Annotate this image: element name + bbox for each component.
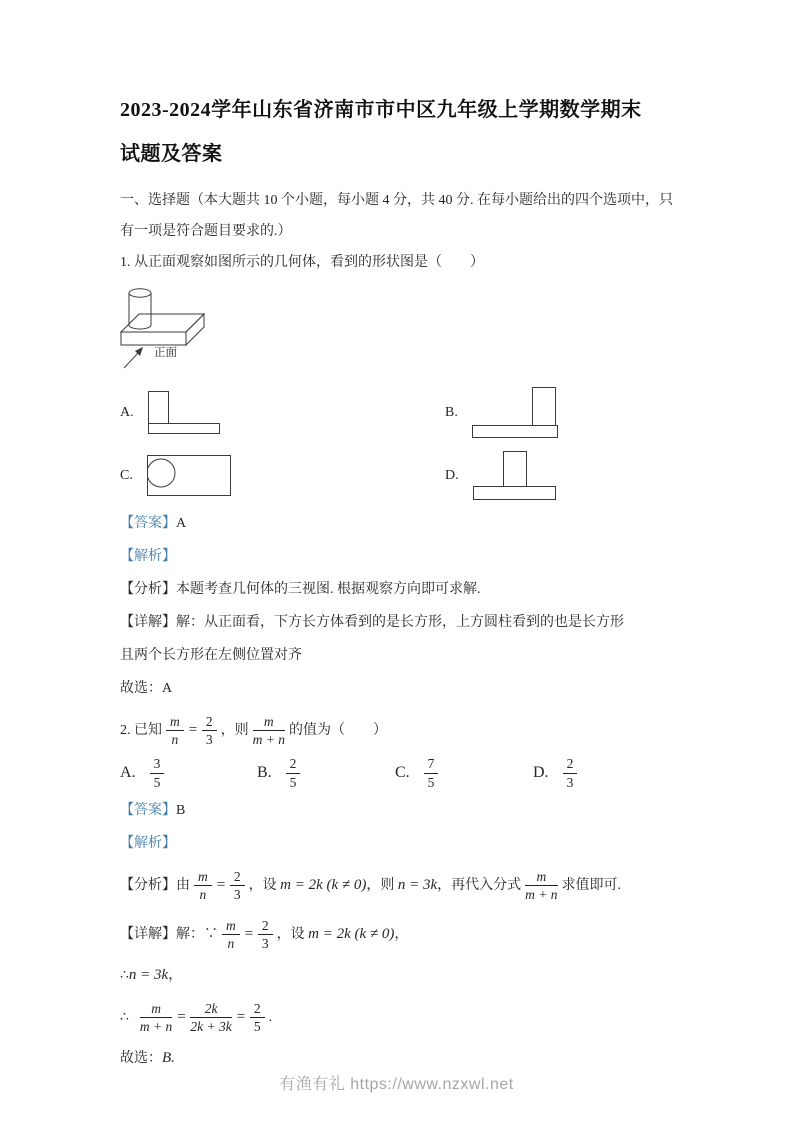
q2-options-row — [120, 756, 675, 790]
q1-jiexi-line — [120, 542, 675, 572]
q2-analysis-suffix: 求值即可. — [561, 878, 622, 894]
q1-answer-value: A — [176, 516, 187, 531]
q2-option-c-fraction: $\frac{7}{5}$ — [424, 756, 439, 790]
q1-answer-line — [120, 509, 675, 539]
q1-option-b — [445, 387, 675, 439]
section-heading — [120, 185, 675, 247]
q1-option-b-shape — [472, 387, 559, 439]
q2-detail-set: ，设 — [276, 927, 309, 943]
q1-solid-figure — [116, 282, 675, 381]
q2-option-a — [120, 756, 257, 790]
n-equals-3k-expression: n = 3k — [397, 877, 438, 894]
cylinder-base-arc — [129, 325, 151, 329]
fraction-m-n: $\frac{m}{n}$ — [166, 714, 184, 748]
section-line-2: 有一项是符合题目要求的.） — [120, 224, 292, 239]
jiexi-label: 【解析】 — [120, 836, 176, 852]
q2-stem-prefix: 2. 已知 — [120, 723, 162, 738]
q1-option-d-shape — [473, 451, 557, 501]
fraction-m-over-m-plus-n: $\frac{m}{m + n}$ — [525, 868, 558, 903]
q1-option-c-shape — [147, 455, 232, 497]
therefore-symbol: ∴ — [120, 968, 129, 984]
q2-choose-prefix: 故选： — [120, 1051, 162, 1067]
therefore-symbol: ∴ — [120, 1010, 129, 1026]
q2-answer-value: B — [176, 803, 186, 819]
q2-answer-line — [120, 796, 675, 826]
q1-option-a — [120, 387, 445, 439]
q2-detail-line2 — [120, 960, 675, 991]
q2-analysis-sub: ，再代入分式 — [437, 878, 522, 894]
q2-option-b — [257, 756, 395, 790]
fraction-m-over-m-plus-n: $\frac{m}{m + n}$ — [252, 713, 285, 748]
q2-option-b-fraction: $\frac{2}{5}$ — [286, 756, 301, 790]
site-watermark: 有渔有礼 https://www.nzxwl.net — [279, 1076, 514, 1093]
cylinder-on-slab-figure — [116, 282, 266, 376]
fraction-2-5: $\frac{2}{5}$ — [250, 1001, 265, 1035]
title-line-1: 2023-2024学年山东省济南市市中区九年级上学期数学期末 — [120, 99, 642, 121]
q2-choose-answer: B. — [162, 1050, 175, 1067]
q1-analysis: 【分析】本题考查几何体的三视图. 根据观察方向即可求解. — [120, 582, 481, 597]
n-equals-3k-expression: n = 3k — [128, 967, 169, 984]
q2-option-b-letter: B. — [257, 764, 272, 782]
period: . — [268, 1010, 273, 1026]
fraction-2-3: $\frac{2}{3}$ — [202, 714, 217, 748]
answer-label: 【答案】 — [120, 803, 176, 819]
m-equals-2k-expression: m = 2k (k ≠ 0) — [308, 926, 395, 943]
q1-detail-line3: 故选：A — [120, 681, 173, 696]
q2-detail-prefix: 【详解】解：∵ — [120, 927, 218, 943]
q2-detail-line1 — [120, 911, 675, 958]
view-arrow-line — [124, 352, 139, 368]
slab-top-face — [121, 314, 204, 332]
q1-option-d-letter: D. — [445, 468, 459, 483]
fraction-m-n: $\frac{m}{n}$ — [194, 869, 212, 903]
q2-stem-suffix: 的值为（ ） — [288, 723, 387, 738]
q1-option-d — [445, 451, 675, 501]
q2-option-d-fraction: $\frac{2}{3}$ — [563, 756, 578, 790]
q2-option-c — [395, 756, 533, 790]
fraction-m-n: $\frac{m}{n}$ — [222, 918, 240, 952]
q2-option-a-fraction: $\frac{3}{5}$ — [150, 756, 165, 790]
q1-option-a-letter: A. — [120, 405, 134, 420]
m-equals-2k-expression: m = 2k (k ≠ 0) — [280, 877, 367, 894]
answer-label: 【答案】 — [120, 516, 176, 531]
q1-option-c — [120, 451, 445, 501]
q2-detail-line4 — [120, 1043, 675, 1074]
q2-option-c-letter: C. — [395, 764, 410, 782]
q1-option-c-letter: C. — [120, 468, 133, 483]
equals-sign: = — [243, 926, 254, 943]
q2-analysis-then: ，则 — [366, 878, 398, 894]
slab-right-face — [186, 314, 204, 345]
cylinder-top-ellipse — [129, 289, 151, 297]
q2-option-d-letter: D. — [533, 764, 549, 782]
page-title — [120, 97, 675, 167]
front-view-label: 正面 — [154, 347, 177, 359]
q1-stem: 1. 从正面观察如图所示的几何体，看到的形状图是（ ） — [120, 255, 484, 270]
section-line-1: 一、选择题（本大题共 10 个小题，每小题 4 分，共 40 分. 在每小题给出的四个选项中，只 — [120, 193, 673, 208]
equals-sign: = — [235, 1009, 246, 1026]
q1-detail-line2: 且两个长方形在左侧位置对齐 — [120, 648, 302, 663]
equals-sign: = — [187, 722, 198, 738]
q2-stem-mid: ，则 — [220, 723, 249, 738]
title-line-2: 试题及答案 — [120, 143, 223, 165]
q2-detail-comma: ， — [394, 927, 409, 943]
q1-options-grid — [120, 387, 675, 501]
q2-option-d — [533, 756, 675, 790]
q2-jiexi-line — [120, 829, 675, 859]
q2-option-a-letter: A. — [120, 764, 136, 782]
fraction-2-3: $\frac{2}{3}$ — [258, 918, 273, 952]
jiexi-label: 【解析】 — [120, 549, 176, 564]
q1-detail-line1: 【详解】解：从正面看，下方长方体看到的是长方形，上方圆柱看到的也是长方形 — [120, 615, 624, 630]
fraction-2k-over-2k-plus-3k: $\frac{2k}{2k + 3k}$ — [190, 1000, 232, 1035]
q1-option-b-letter: B. — [445, 405, 458, 420]
equals-sign: = — [176, 1009, 187, 1026]
q2-analysis-set: ，设 — [248, 878, 281, 894]
fraction-m-over-m-plus-n: $\frac{m}{m + n}$ — [139, 1000, 173, 1035]
fraction-2-3: $\frac{2}{3}$ — [230, 869, 245, 903]
q2-analysis-prefix: 【分析】由 — [120, 878, 190, 894]
q2-detail-line3 — [120, 994, 675, 1041]
q1-option-a-shape — [148, 391, 221, 435]
equals-sign: = — [215, 877, 226, 894]
q2-stem — [120, 707, 675, 754]
q2-detail-line2-comma: ， — [168, 968, 183, 984]
slab-front-face — [121, 332, 186, 345]
q2-analysis — [120, 862, 675, 909]
